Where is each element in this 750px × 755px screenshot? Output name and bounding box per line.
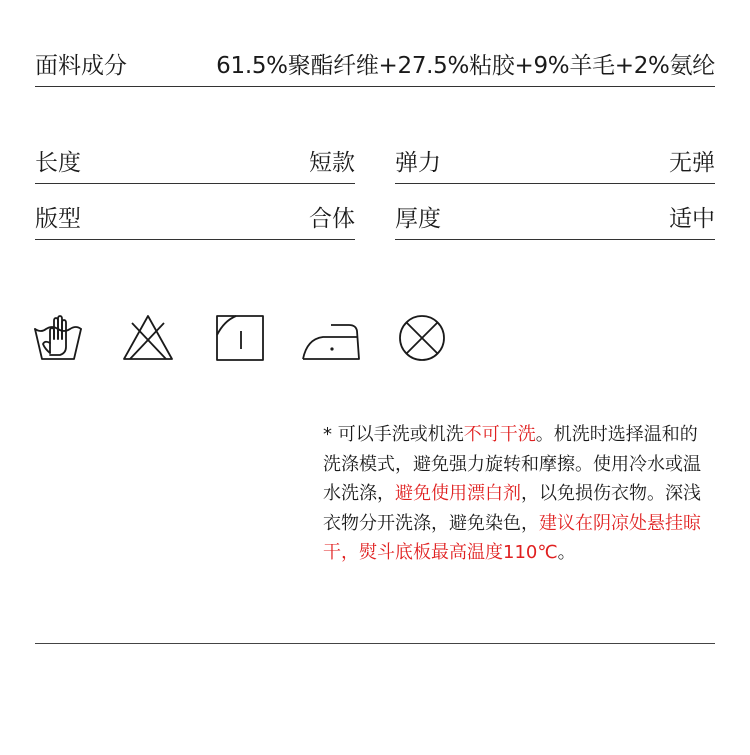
care-note-warning: 建议在阴凉处悬挂晾干，熨斗底板最高温度110℃ — [323, 512, 701, 563]
do-not-tumble-dry-icon — [397, 313, 449, 363]
hand-wash-icon — [32, 313, 84, 363]
attribute-row-fit — [35, 201, 355, 240]
low-iron-icon — [301, 313, 363, 363]
composition-row — [35, 48, 715, 87]
attribute-value: 短款 — [309, 150, 355, 176]
care-note-text: * 可以手洗或机洗 — [323, 424, 464, 445]
composition-value: 61.5%聚酯纤维+27.5%粘胶+9%羊毛+2%氨纶 — [216, 53, 715, 79]
attribute-value: 合体 — [309, 206, 355, 232]
care-note-warning: 不可干洗 — [463, 424, 536, 445]
attribute-label: 厚度 — [395, 206, 441, 232]
attribute-row-length — [35, 145, 355, 184]
care-note-warning: 避免使用漂白剂 — [395, 483, 521, 504]
care-note-text: ，以免损伤衣物。深浅衣物分开洗涤，避免染色， — [323, 483, 701, 534]
attribute-value: 适中 — [669, 206, 715, 232]
attribute-row-stretch — [395, 145, 715, 184]
line-dry-icon — [214, 313, 266, 363]
composition-label: 面料成分 — [35, 53, 127, 79]
care-instructions — [323, 420, 708, 568]
divider — [35, 643, 715, 644]
attribute-label: 弹力 — [395, 150, 441, 176]
do-not-bleach-icon — [122, 313, 174, 363]
attribute-label: 长度 — [35, 150, 81, 176]
care-note-text: 。 — [557, 542, 576, 563]
attribute-label: 版型 — [35, 206, 81, 232]
attribute-value: 无弹 — [669, 150, 715, 176]
attribute-row-thickness — [395, 201, 715, 240]
care-note-text: 。机洗时选择温和的洗涤模式，避免强力旋转和摩擦。使用冷水或温水洗涤， — [323, 424, 701, 504]
